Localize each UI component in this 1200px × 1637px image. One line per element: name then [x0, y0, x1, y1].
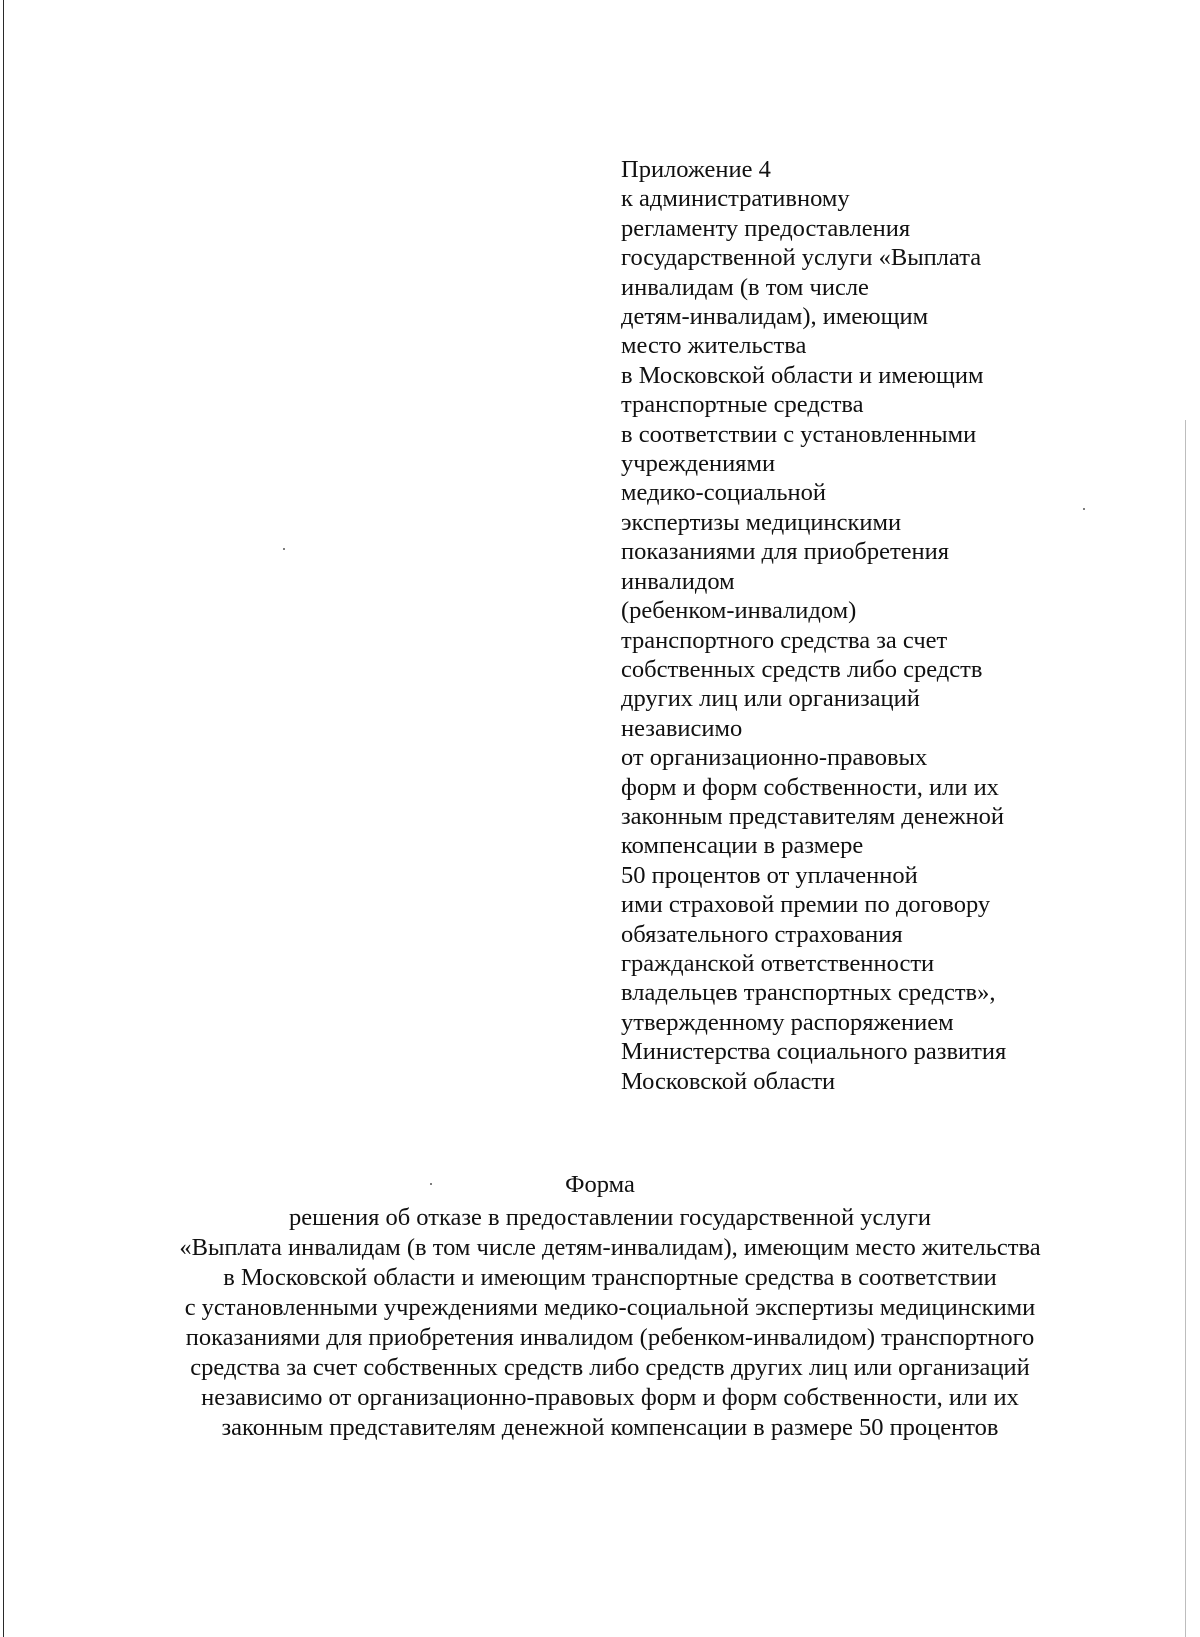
appendix-line: в соответствии с установленными [621, 420, 977, 448]
appendix-line: детям-инвалидам), имеющим [621, 303, 929, 331]
appendix-line: экспертизы медицинскими [621, 508, 902, 536]
scan-right-edge [1185, 420, 1186, 1637]
form-description-line: с установленными учреждениями медико-социальной экспертизы медицинскими [184, 1294, 1036, 1321]
form-description-line: в Московской области и имеющим транспортные средства в соответствии [223, 1264, 997, 1291]
appendix-line: владельцев транспортных средств», [621, 979, 996, 1007]
appendix-line: учреждениями [621, 450, 776, 478]
scan-speck [283, 548, 285, 550]
scan-left-edge [3, 0, 4, 1637]
appendix-line: Министерства социального развития [621, 1038, 1007, 1066]
appendix-block [621, 155, 1081, 1096]
appendix-line: регламенту предоставления [621, 214, 911, 242]
appendix-line: гражданской ответственности [621, 949, 935, 977]
form-description-line: средства за счет собственных средств либо средств других лиц или организаций [190, 1354, 1030, 1381]
appendix-line: обязательного страхования [621, 920, 903, 948]
appendix-line: государственной услуги «Выплата [621, 244, 982, 272]
appendix-line: инвалидам (в том числе [621, 273, 869, 301]
appendix-line: других лиц или организаций [621, 685, 920, 713]
appendix-line: показаниями для приобретения [621, 538, 950, 566]
appendix-line: 50 процентов от уплаченной [621, 861, 918, 889]
appendix-line: законным представителям денежной [621, 802, 1005, 830]
appendix-line: место жительства [621, 332, 807, 360]
appendix-line: (ребенком-инвалидом) [621, 597, 857, 625]
appendix-line: Московской области [621, 1067, 836, 1095]
appendix-line: форм и форм собственности, или их [621, 773, 999, 801]
appendix-line: инвалидом [621, 567, 735, 595]
form-description-line: «Выплата инвалидам (в том числе детям-инвалидам), имеющим место жительства [179, 1234, 1041, 1261]
appendix-line: компенсации в размере [621, 832, 864, 860]
form-description-line: решения об отказе в предоставлении государственной услуги [288, 1204, 932, 1231]
appendix-line: в Московской области и имеющим [621, 361, 984, 389]
scan-speck [1083, 508, 1085, 510]
appendix-line: к административному [621, 185, 850, 213]
appendix-line: Приложение 4 [621, 156, 771, 183]
appendix-line: независимо [621, 714, 743, 742]
appendix-line: от организационно-правовых [621, 744, 928, 772]
appendix-line: транспортного средства за счет [621, 626, 948, 654]
form-description-line: законным представителям денежной компенсации в размере 50 процентов [221, 1414, 999, 1441]
form-description [110, 1203, 1110, 1443]
form-description-line: показаниями для приобретения инвалидом (ребенком-инвалидом) транспортного [185, 1324, 1035, 1351]
appendix-line: утвержденному распоряжением [621, 1008, 954, 1036]
form-heading: Форма [565, 1171, 635, 1198]
appendix-line: медико-социальной [621, 479, 827, 507]
appendix-line: ими страховой премии по договору [621, 891, 991, 919]
form-description-line: независимо от организационно-правовых форм и форм собственности, или их [201, 1384, 1019, 1411]
appendix-line: собственных средств либо средств [621, 655, 983, 683]
appendix-line: транспортные средства [621, 391, 864, 419]
